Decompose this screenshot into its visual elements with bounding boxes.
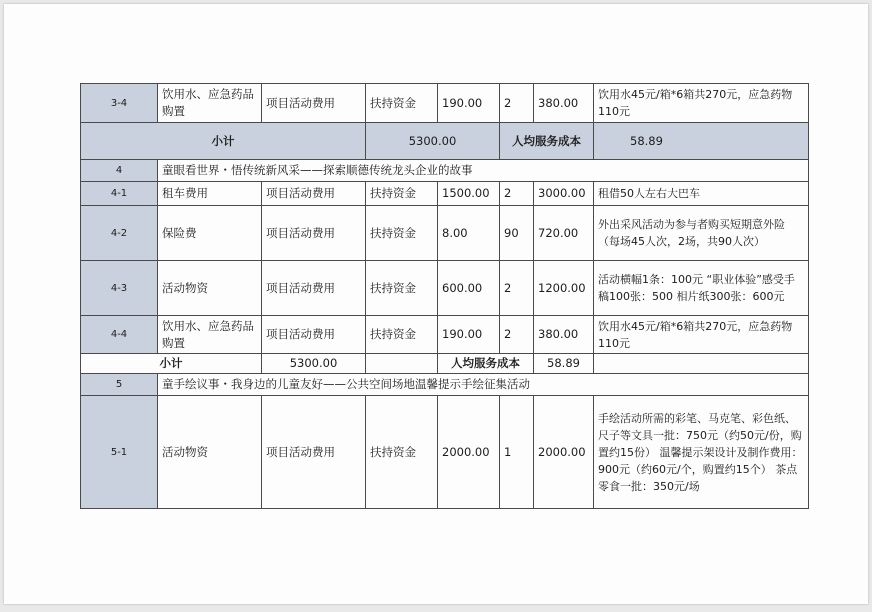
row-id: 4-1: [81, 182, 158, 206]
empty-cell: [366, 354, 438, 374]
quantity: 2: [500, 316, 534, 354]
amount: 720.00: [534, 206, 594, 261]
note: 租借50人左右大巴车: [594, 182, 809, 206]
section-title: 童眼看世界・悟传统新风采——探索顺德传统龙头企业的故事: [158, 160, 809, 182]
item-name: 保险费: [158, 206, 262, 261]
section-row: [81, 374, 809, 396]
unit-price: 190.00: [438, 84, 500, 123]
subtotal-label: 小计: [81, 123, 366, 160]
amount: 2000.00: [534, 396, 594, 509]
budget-table: [80, 83, 809, 509]
unit-price: 190.00: [438, 316, 500, 354]
section-row: [81, 160, 809, 182]
subtotal-row: [81, 123, 809, 160]
unit-price: 2000.00: [438, 396, 500, 509]
row-id: 4-2: [81, 206, 158, 261]
note: 饮用水45元/箱*6箱共270元，应急药物110元: [594, 316, 809, 354]
table-row: [81, 84, 809, 123]
per-capita-cost-value: 58.89: [594, 123, 809, 160]
table-row: [81, 182, 809, 206]
quantity: 90: [500, 206, 534, 261]
amount: 380.00: [534, 316, 594, 354]
per-capita-cost-label: 人均服务成本: [500, 123, 594, 160]
expense-category: 项目活动费用: [262, 84, 366, 123]
note: 活动横幅1条：100元 “职业体验”感受手稿100张：500 相片纸300张：600元: [594, 261, 809, 316]
table-row: [81, 206, 809, 261]
expense-category: 项目活动费用: [262, 261, 366, 316]
per-capita-cost-value: 58.89: [534, 354, 594, 374]
fund-source: 扶持资金: [366, 316, 438, 354]
row-id: 5-1: [81, 396, 158, 509]
item-name: 饮用水、应急药品购置: [158, 316, 262, 354]
section-id: 4: [81, 160, 158, 182]
table-row: [81, 261, 809, 316]
document-page: [4, 4, 868, 604]
item-name: 活动物资: [158, 396, 262, 509]
expense-category: 项目活动费用: [262, 182, 366, 206]
per-capita-cost-label: 人均服务成本: [438, 354, 534, 374]
section-id: 5: [81, 374, 158, 396]
subtotal-label: 小计: [81, 354, 262, 374]
empty-cell: [594, 354, 809, 374]
note: 饮用水45元/箱*6箱共270元，应急药物110元: [594, 84, 809, 123]
row-id: 4-3: [81, 261, 158, 316]
unit-price: 8.00: [438, 206, 500, 261]
note: 外出采风活动为参与者购买短期意外险（每场45人次，2场，共90人次）: [594, 206, 809, 261]
quantity: 2: [500, 84, 534, 123]
item-name: 活动物资: [158, 261, 262, 316]
subtotal-amount: 5300.00: [366, 123, 500, 160]
unit-price: 1500.00: [438, 182, 500, 206]
expense-category: 项目活动费用: [262, 206, 366, 261]
quantity: 1: [500, 396, 534, 509]
fund-source: 扶持资金: [366, 206, 438, 261]
table-row: [81, 316, 809, 354]
expense-category: 项目活动费用: [262, 396, 366, 509]
item-name: 租车费用: [158, 182, 262, 206]
quantity: 2: [500, 261, 534, 316]
row-id: 4-4: [81, 316, 158, 354]
fund-source: 扶持资金: [366, 261, 438, 316]
amount: 380.00: [534, 84, 594, 123]
table-row: [81, 396, 809, 509]
fund-source: 扶持资金: [366, 396, 438, 509]
row-id: 3-4: [81, 84, 158, 123]
note: 手绘活动所需的彩笔、马克笔、彩色纸、尺子等文具一批：750元（约50元/份，购置约15份） 温馨提示架设计及制作费用：900元（约60元/个，购置约15个） 茶点零食一批：350元/场: [594, 396, 809, 509]
unit-price: 600.00: [438, 261, 500, 316]
fund-source: 扶持资金: [366, 182, 438, 206]
section-title: 童手绘议事・我身边的儿童友好——公共空间场地温馨提示手绘征集活动: [158, 374, 809, 396]
item-name: 饮用水、应急药品购置: [158, 84, 262, 123]
amount: 1200.00: [534, 261, 594, 316]
amount: 3000.00: [534, 182, 594, 206]
subtotal-amount: 5300.00: [262, 354, 366, 374]
quantity: 2: [500, 182, 534, 206]
fund-source: 扶持资金: [366, 84, 438, 123]
subtotal-row: [81, 354, 809, 374]
expense-category: 项目活动费用: [262, 316, 366, 354]
